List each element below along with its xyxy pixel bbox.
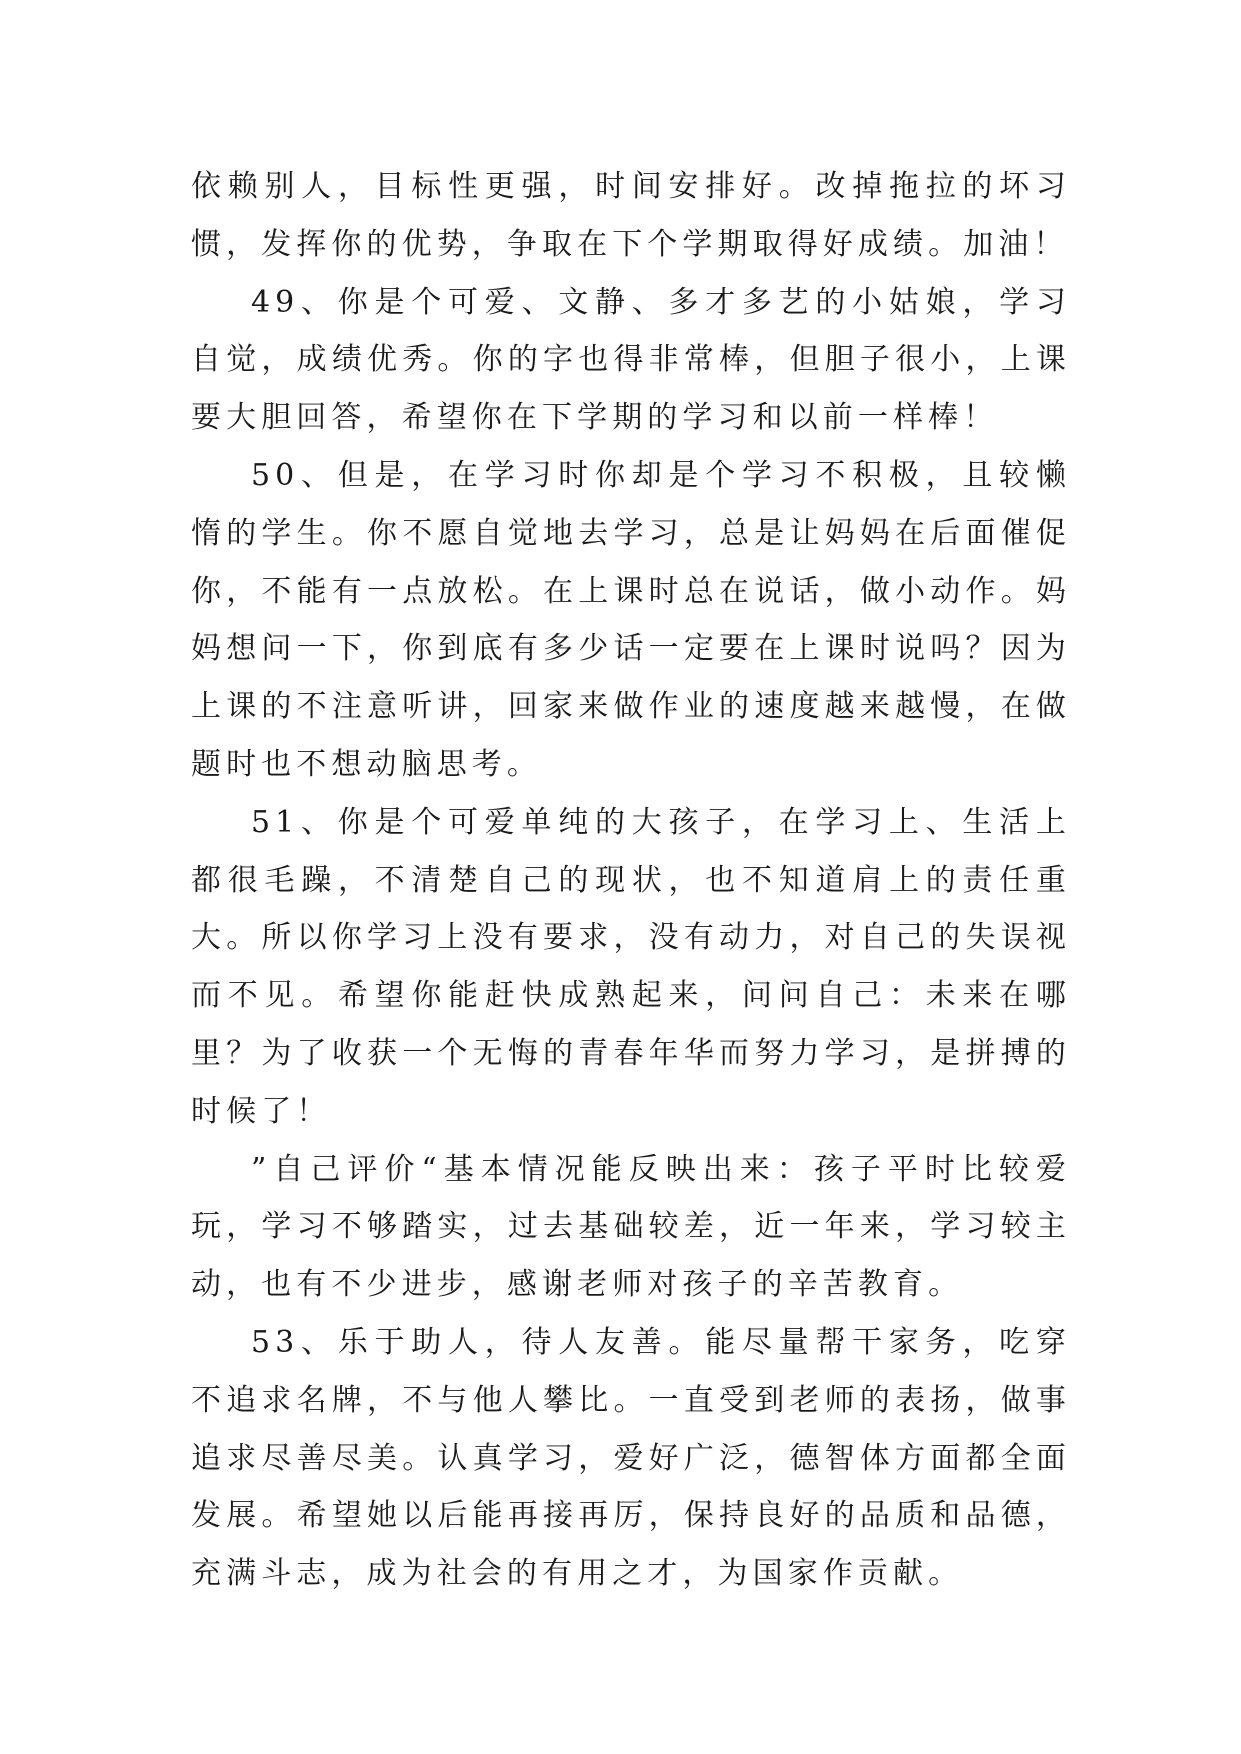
document-body xyxy=(191,158,1071,1603)
paragraph-comment-50: 50、但是，在学习时你却是个学习不积极，且较懒惰的学生。你不愿自觉地去学习，总是让妈妈在后面催促你，不能有一点放松。在上课时总在说话，做小动作。妈妈想问一下，你到底有多少话一定要在上课时说吗？因为上课的不注意听讲，回家来做作业的速度越来越慢，在做题时也不想动脑思考。 xyxy=(191,457,1071,782)
paragraph-self-evaluation: ”自己评价“基本情况能反映出来：孩子平时比较爱玩，学习不够踏实，过去基础较差，近一年来，学习较主动，也有不少进步，感谢老师对孩子的辛苦教育。 xyxy=(191,1151,1071,1303)
paragraph-comment-49: 49、你是个可爱、文静、多才多艺的小姑娘，学习自觉，成绩优秀。你的字也得非常棒，但胆子很小，上课要大胆回答，希望你在下学期的学习和以前一样棒！ xyxy=(191,284,1071,436)
paragraph-comment-53: 53、乐于助人，待人友善。能尽量帮干家务，吃穿不追求名牌，不与他人攀比。一直受到老师的表扬，做事追求尽善尽美。认真学习，爱好广泛，德智体方面都全面发展。希望她以后能再接再厉，保持良好的品质和品德，充满斗志，成为社会的有用之才，为国家作贡献。 xyxy=(191,1324,1071,1592)
paragraph-continuation: 依赖别人，目标性更强，时间安排好。改掉拖拉的坏习惯，发挥你的优势，争取在下个学期取得好成绩。加油！ xyxy=(191,169,1071,262)
paragraph-comment-51: 51、你是个可爱单纯的大孩子，在学习上、生活上都很毛躁，不清楚自己的现状，也不知道肩上的责任重大。所以你学习上没有要求，没有动力，对自己的失误视而不见。希望你能赶快成熟起来，问问自己：未来在哪里？为了收获一个无悔的青春年华而努力学习，是拼搏的时候了！ xyxy=(191,804,1071,1129)
